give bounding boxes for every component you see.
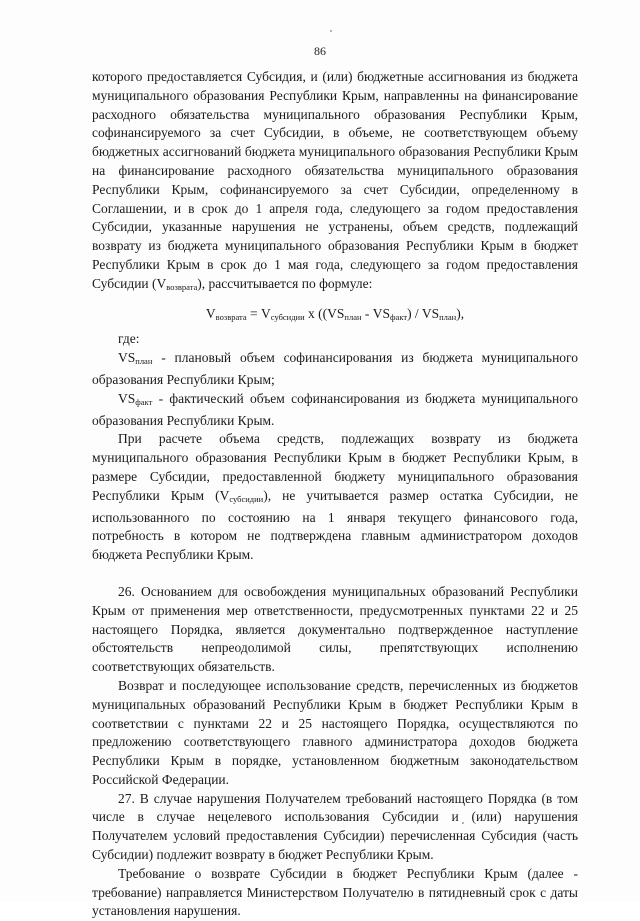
paragraph-26: 26. Основанием для освобождения муниципальных образований Республики Крым от применения мер ответственности, предусмотренных пунктами 22 и 25 настоящего Порядка, является документально подтвержденное наступление обстоятельств непреодолимой силы, препятствующих исполнению соответствующих обязательств. <box>92 583 578 675</box>
definition-vs-fact: $VS_{факт}$ - фактический объем софинансирования из бюджета муниципального образования Республики Крым. <box>92 390 578 428</box>
scan-speck <box>330 30 332 32</box>
paragraph-27: 27. В случае нарушения Получателем требований настоящего Порядка (в том числе в случае нецелевого использования Субсидии и (или) нарушения Получателем условий предоставления Субсидии) перечисленная Субсидия (часть Субсидии) подлежит возврату в бюджет Республики Крым. <box>92 790 578 863</box>
paragraph-26-return: Возврат и последующее использование средств, перечисленных из бюджетов муниципальных образований Республики Крым в бюджет Республики Крым в соответствии с пунктами 22 и 25 настоящего Порядка, осуществляются по предложению соответствующего главного администратора доходов бюджета Республики Крым в порядке, установленном бюджетным законодательством Российской Федерации. <box>92 677 578 787</box>
where-label: где: <box>118 331 140 347</box>
paragraph-27-requirement: Требование о возврате Субсидии в бюджет Республики Крым (далее - требование) направляется Министерством Получателю в пятидневный срок с даты установления нарушения. <box>92 865 578 919</box>
document-body <box>92 68 578 921</box>
paragraph-calculation: При расчете объема средств, подлежащих возврату из бюджета муниципального образования Республики Крым в бюджет Республики Крым, в размере Субсидии, предоставленной бюджету муниципального образования Республики Крым $(V_{субсидии})$, не учитывается размер остатка Субсидии, не использованного по состоянию на 1 января текущего финансового года, потребность в котором не подтверждена главным администратором доходов бюджета Республики Крым. <box>92 431 578 563</box>
blank-line <box>92 565 578 583</box>
definition-vs-plan: $VS_{план}$ - плановый объем софинансирования из бюджета муниципального образования Республики Крым; <box>92 350 578 387</box>
page-number: 86 <box>314 44 326 58</box>
return-formula: $V_{возврата} = V_{субсидии}$ x $((VS_{план} - VS_{факт}) / VS_{план})$, <box>205 305 465 322</box>
paragraph-continuation: которого предоставляется Субсидия, и (или) бюджетные ассигнования из бюджета муниципального образования Республики Крым, направленны на финансирование расходного обязательства муниципального образования Республики Крым, софинансируемого за счет Субсидии, в объеме, не соответствующем объему бюджетных ассигнований бюджета муниципального образования Республики Крым на финансирование расходного обязательства муниципального образования Республики Крым, софинансируемого за счет Субсидии, определенному в Соглашении, и в срок до 1 апреля года, следующего за годом предоставления Субсидии, указанные нарушения не устранены, объем средств, подлежащий возврату из бюджета муниципального образования Республики Крым в бюджет Республики Крым в срок до 1 мая года, следующего за годом предоставления Субсидии $(V_{возврата})$, рассчитывается по формуле: <box>92 69 578 292</box>
